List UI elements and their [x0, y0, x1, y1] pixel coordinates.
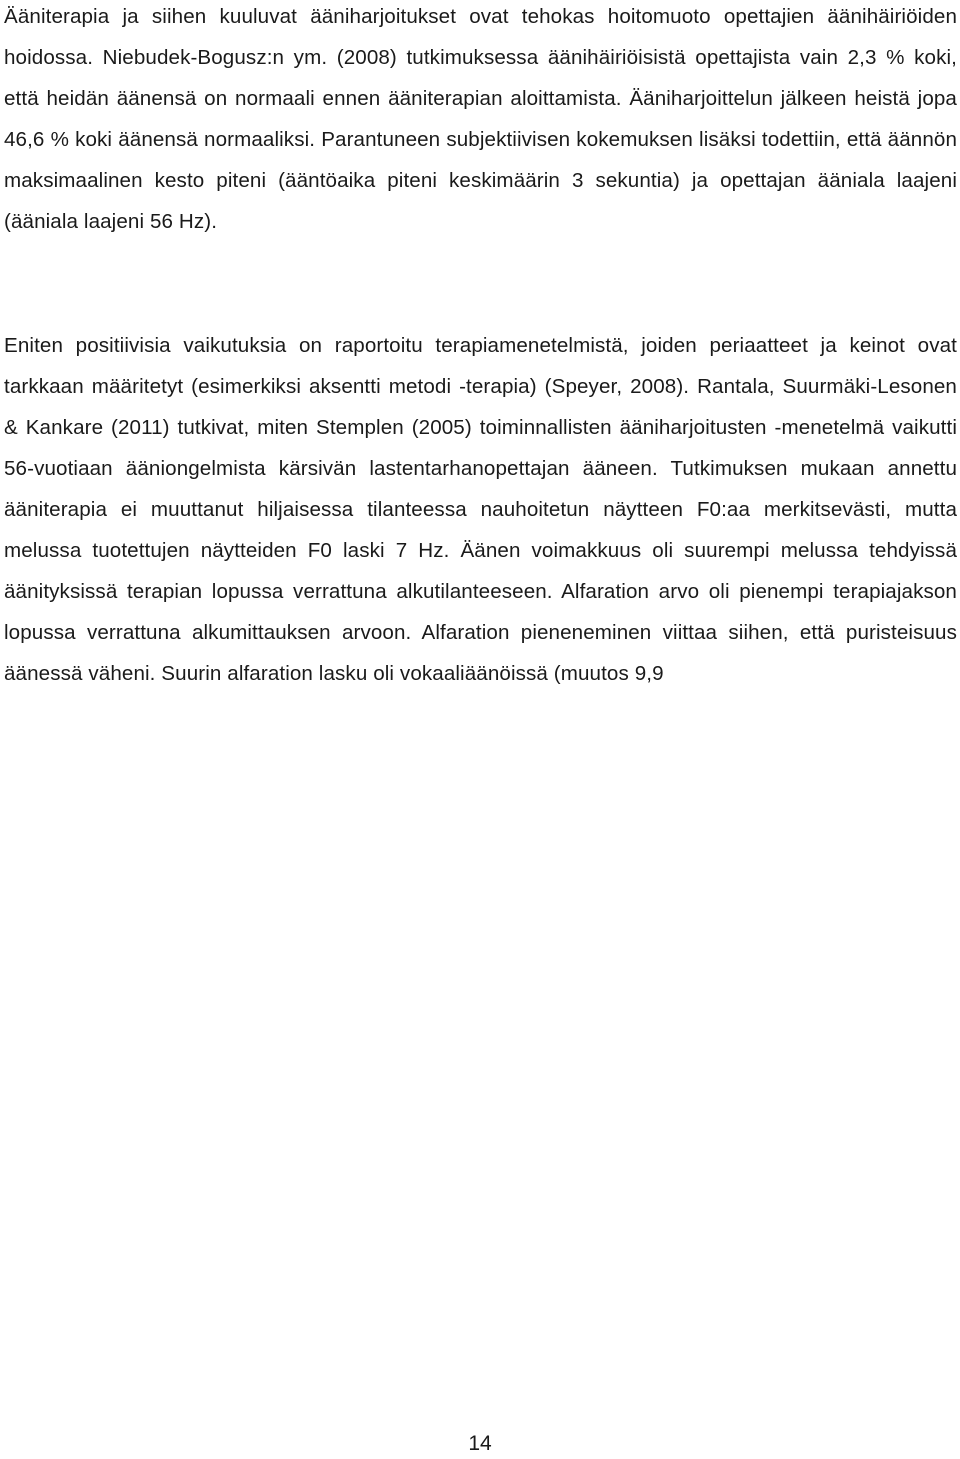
page-number: 14: [468, 1432, 492, 1455]
body-paragraph-voice-therapy-effects: Ääniterapia ja siihen kuuluvat ääniharjoitukset ovat tehokas hoitomuoto opettajien äänihäiriöiden hoidossa. Niebudek-Bogusz:n ym. (2008) tutkimuksessa äänihäiriöisistä opettajista vain 2,3 % koki, että heidän äänensä on normaali ennen ääniterapian aloittamista. Ääniharjoittelun jälkeen heistä jopa 46,6 % koki äänensä normaaliksi. Parantuneen subjektiivisen kokemuksen lisäksi todettiin, että äännön maksimaalinen kesto piteni (ääntöaika piteni keskimäärin 3 sekuntia) ja opettajan ääniala laajeni (ääniala laajeni 56 Hz).: [4, 5, 957, 233]
body-paragraph-therapy-methods: Eniten positiivisia vaikutuksia on raportoitu terapiamenetelmistä, joiden periaatteet ja keinot ovat tarkkaan määritetyt (esimerkiksi aksentti metodi -terapia) (Speyer, 2008). Rantala, Suurmäki-Lesonen & Kankare (2011) tutkivat, miten Stemplen (2005) toiminnallisten ääniharjoitusten -menetelmä vaikutti 56-vuotiaan ääniongelmista kärsivän lastentarhanopettajan ääneen. Tutkimuksen mukaan annettu ääniterapia ei muuttanut hiljaisessa tilanteessa nauhoitetun näytteen F0:aa merkitsevästi, mutta melussa tuotettujen näytteiden F0 laski 7 Hz. Äänen voimakkuus oli suurempi melussa tehdyissä äänityksissä terapian lopussa verrattuna alkutilanteeseen. Alfaration arvo oli pienempi terapiajakson lopussa verrattuna alkumittauksen arvoon. Alfaration pieneneminen viittaa siihen, että puristeisuus äänessä väheni. Suurin alfaration lasku oli vokaaliäänöissä (muutos 9,9: [4, 334, 957, 685]
